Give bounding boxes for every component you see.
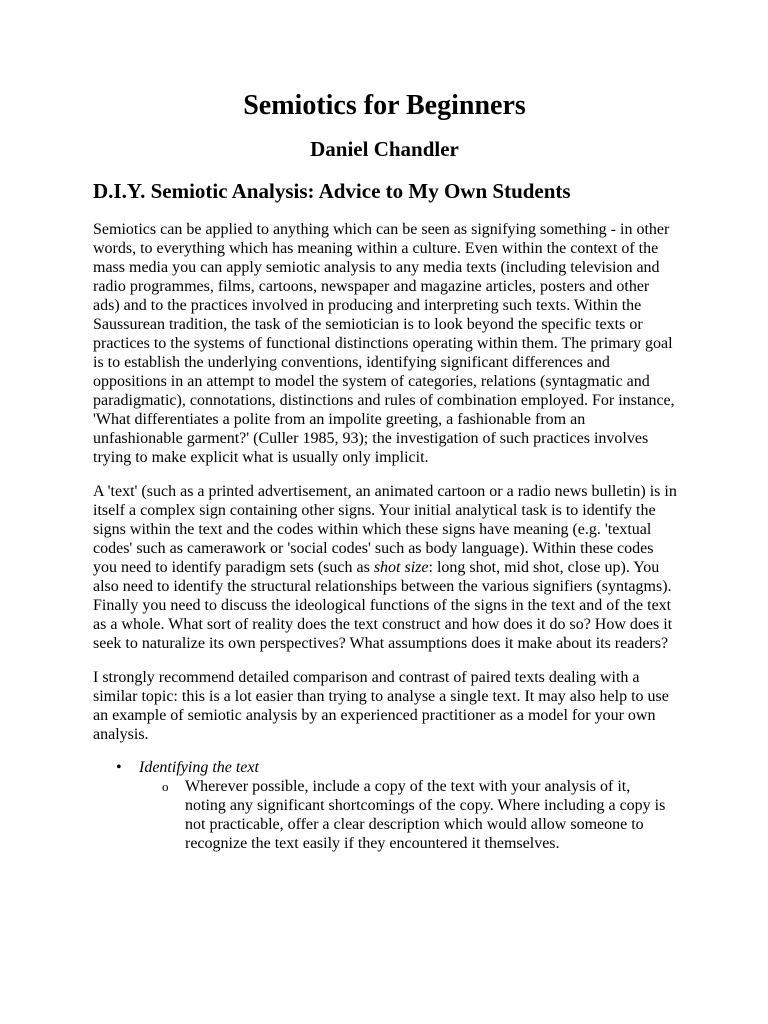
paragraph-text-analysis — [93, 482, 677, 653]
sub-list-item: o Wherever possible, include a copy of the text with your analysis of it, noting any significant shortcomings of the copy. Where including a copy is not practicable, offer a clear description which would allow someone to recognize the text easily if they encountered it themselves. — [185, 777, 675, 853]
paragraph-emphasis: shot size — [373, 559, 429, 576]
advice-list — [93, 758, 676, 853]
sub-list — [139, 777, 676, 853]
list-item-label: Identifying the text — [139, 759, 259, 776]
section-heading: D.I.Y. Semiotic Analysis: Advice to My Own Students — [93, 179, 571, 203]
paragraph-intro: Semiotics can be applied to anything which can be seen as signifying something - in other words, to everything which has meaning within a culture. Even within the context of the mass media you can apply semiotic analysis to any media texts (including television and radio programmes, films, cartoons, newspaper and magazine articles, posters and other ads) and to the practices involved in producing and interpreting such texts. Within the Saussurean tradition, the task of the semiotician is to look beyond the specific texts or practices to the systems of functional distinctions operating within them. The primary goal is to establish the underlying conventions, identifying significant differences and oppositions in an attempt to model the system of categories, relations (syntagmatic and paradigmatic), connotations, distinctions and rules of combination employed. For instance, 'What differentiates a polite from an impolite greeting, a fashionable from an unfashionable garment?' (Culler 1985, 93); the investigation of such practices involves trying to make explicit what is usually only implicit. — [93, 221, 675, 466]
list-item — [139, 758, 676, 853]
paragraph-text-part: : long shot, mid shot, close up). You also need to identify the structural relationships between the various signifiers (syntagms). Finally you need to discuss the ideological functions of the signs in the text and of the text as a whole. What sort of reality does the text construct and how does it do so? How does it seek to naturalize its own perspectives? What assumptions does it make about its readers? — [93, 559, 673, 652]
paragraph-text-part: A 'text' (such as a printed advertisement, an animated cartoon or a radio news bulletin) is in itself a complex sign containing other signs. Your initial analytical task is to identify the signs within the text and the codes within which these signs have meaning (e.g. 'textual codes' such as camerawork or 'social codes' such as body language). Within these codes you need to identify paradigm sets (such as — [93, 483, 677, 576]
paragraph-recommendation: I strongly recommend detailed comparison and contrast of paired texts dealing with a similar topic: this is a lot easier than trying to analyse a single text. It may also help to use an example of semiotic analysis by an experienced practitioner as a model for your own analysis. — [93, 669, 669, 743]
page-title: Semiotics for Beginners — [243, 90, 526, 121]
author-name: Daniel Chandler — [310, 137, 459, 161]
